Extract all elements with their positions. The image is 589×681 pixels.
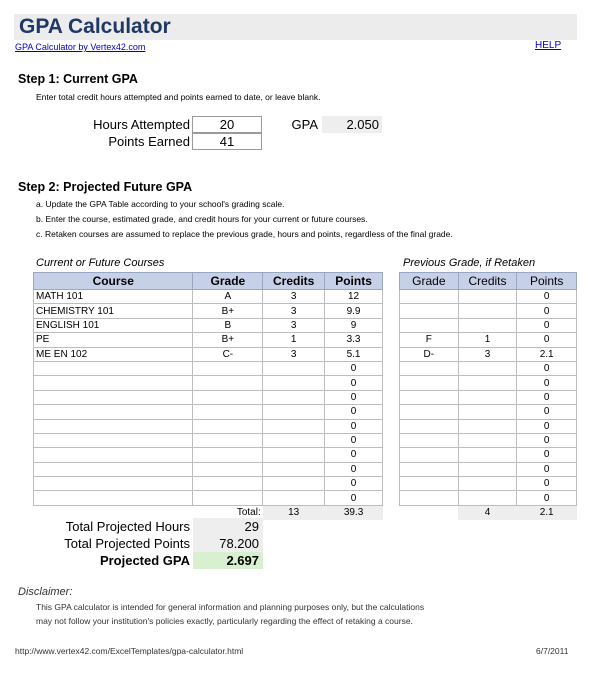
prev-grade-header: Grade [400, 273, 459, 290]
points-cell: 0 [325, 462, 383, 476]
prev-points-cell: 0 [517, 448, 577, 462]
grade-cell[interactable] [193, 491, 263, 505]
table-row [400, 390, 577, 404]
prev-grade-cell[interactable] [400, 290, 459, 304]
projected-points-label: Total Projected Points [64, 536, 190, 551]
table-row [400, 477, 577, 491]
projected-hours-label: Total Projected Hours [65, 519, 190, 534]
projected-gpa-value: 2.697 [193, 552, 263, 569]
prev-grade-cell[interactable] [400, 376, 459, 390]
prev-grade-cell[interactable] [400, 448, 459, 462]
table-row [34, 290, 383, 304]
course-cell[interactable] [34, 448, 193, 462]
table-row [34, 318, 383, 332]
projected-gpa-label: Projected GPA [99, 553, 190, 568]
prev-points-cell: 2.1 [517, 347, 577, 361]
credits-header: Credits [263, 273, 325, 290]
credits-cell[interactable] [263, 448, 325, 462]
table-row [400, 304, 577, 318]
credits-cell[interactable] [263, 491, 325, 505]
table-row [34, 347, 383, 361]
step1-instruction: Enter total credit hours attempted and points earned to date, or leave blank. [36, 92, 321, 102]
course-cell[interactable] [34, 376, 193, 390]
course-cell[interactable] [34, 405, 193, 419]
prev-credits-cell[interactable]: 3 [458, 347, 517, 361]
credits-cell[interactable] [263, 405, 325, 419]
course-cell[interactable] [34, 419, 193, 433]
previous-table [399, 272, 577, 520]
table-row [34, 376, 383, 390]
footer-url: http://www.vertex42.com/ExcelTemplates/gpa-calculator.html [15, 646, 244, 656]
points-cell: 0 [325, 376, 383, 390]
grade-cell[interactable]: B+ [193, 304, 263, 318]
grade-cell[interactable] [193, 477, 263, 491]
total-label: Total: [236, 507, 261, 519]
courses-table [33, 272, 383, 520]
table-row [34, 462, 383, 476]
prev-total-credits: 4 [458, 505, 517, 519]
prev-points-header: Points [517, 273, 577, 290]
step2-heading: Step 2: Projected Future GPA [18, 180, 193, 194]
table-row [34, 477, 383, 491]
grade-cell[interactable] [193, 433, 263, 447]
course-cell[interactable] [34, 477, 193, 491]
credits-cell[interactable] [263, 477, 325, 491]
grade-cell[interactable] [193, 419, 263, 433]
table-row [400, 347, 577, 361]
table-row [34, 304, 383, 318]
step2-instruction-b: b. Enter the course, estimated grade, and credit hours for your current or future courses. [36, 214, 368, 224]
course-cell[interactable]: ME EN 102 [34, 347, 193, 361]
table-row [34, 333, 383, 347]
prev-points-cell: 0 [517, 405, 577, 419]
course-cell[interactable]: MATH 101 [34, 290, 193, 304]
total-credits: 13 [263, 505, 325, 519]
points-header: Points [325, 273, 383, 290]
prev-grade-cell[interactable] [400, 405, 459, 419]
credits-cell[interactable]: 3 [263, 290, 325, 304]
course-cell[interactable]: CHEMISTRY 101 [34, 304, 193, 318]
grade-cell[interactable]: C- [193, 347, 263, 361]
course-cell[interactable]: PE [34, 333, 193, 347]
table-row [34, 419, 383, 433]
prev-points-cell: 0 [517, 333, 577, 347]
credits-cell[interactable] [263, 462, 325, 476]
grade-cell[interactable] [193, 405, 263, 419]
help-link[interactable]: HELP [535, 40, 562, 51]
points-cell: 9 [325, 318, 383, 332]
table-row [400, 361, 577, 375]
grade-header: Grade [193, 273, 263, 290]
prev-grade-cell[interactable] [400, 477, 459, 491]
projected-points-value: 78.200 [193, 535, 263, 552]
table-row [400, 333, 577, 347]
prev-grade-cell[interactable] [400, 491, 459, 505]
course-cell[interactable] [34, 433, 193, 447]
course-header: Course [34, 273, 193, 290]
prev-credits-cell[interactable] [458, 390, 517, 404]
projected-hours-value: 29 [193, 518, 263, 535]
table-row [400, 419, 577, 433]
step2-instruction-c: c. Retaken courses are assumed to replace the previous grade, hours and points, regardless of the final grade. [36, 229, 453, 239]
prev-grade-cell[interactable]: D- [400, 347, 459, 361]
points-cell: 0 [325, 405, 383, 419]
prev-points-cell: 0 [517, 462, 577, 476]
table-row [34, 405, 383, 419]
disclaimer-line2: may not follow your institution's policies exactly, particularly regarding the effect of retaking a course. [36, 616, 413, 626]
prev-points-cell: 0 [517, 491, 577, 505]
grade-cell[interactable] [193, 390, 263, 404]
prev-credits-cell[interactable] [458, 405, 517, 419]
credits-cell[interactable] [263, 433, 325, 447]
prev-grade-cell[interactable] [400, 304, 459, 318]
prev-points-cell: 0 [517, 390, 577, 404]
current-gpa-label: GPA [291, 117, 318, 132]
prev-points-cell: 0 [517, 433, 577, 447]
prev-points-cell: 0 [517, 290, 577, 304]
prev-credits-header: Credits [458, 273, 517, 290]
table-row [34, 361, 383, 375]
step2-instruction-a: a. Update the GPA Table according to your school's grading scale. [36, 199, 285, 209]
prev-points-cell: 0 [517, 419, 577, 433]
table-row [400, 462, 577, 476]
credits-cell[interactable] [263, 376, 325, 390]
table-row [400, 290, 577, 304]
points-cell: 0 [325, 419, 383, 433]
grade-cell[interactable]: B [193, 318, 263, 332]
credits-cell[interactable]: 1 [263, 333, 325, 347]
disclaimer-heading: Disclaimer: [18, 586, 73, 598]
course-cell[interactable] [34, 462, 193, 476]
prev-credits-cell[interactable] [458, 361, 517, 375]
table-row [400, 433, 577, 447]
prev-credits-cell[interactable] [458, 318, 517, 332]
prev-credits-cell[interactable] [458, 304, 517, 318]
table-row [34, 390, 383, 404]
table-row [34, 491, 383, 505]
prev-credits-cell[interactable] [458, 376, 517, 390]
table-row [34, 448, 383, 462]
points-cell: 9.9 [325, 304, 383, 318]
courses-caption: Current or Future Courses [36, 257, 165, 269]
hours-attempted-label: Hours Attempted [93, 117, 190, 132]
current-gpa-value: 2.050 [322, 116, 382, 133]
prev-points-cell: 0 [517, 477, 577, 491]
prev-points-cell: 0 [517, 376, 577, 390]
total-points: 39.3 [325, 505, 383, 519]
hours-attempted-input[interactable]: 20 [192, 116, 262, 133]
points-cell: 3.3 [325, 333, 383, 347]
prev-grade-cell[interactable] [400, 419, 459, 433]
points-cell: 0 [325, 361, 383, 375]
points-earned-label: Points Earned [108, 134, 190, 149]
disclaimer-line1: This GPA calculator is intended for general information and planning purposes only, but the calculations [36, 602, 425, 612]
previous-caption: Previous Grade, if Retaken [403, 257, 536, 269]
credits-cell[interactable] [263, 361, 325, 375]
points-cell: 0 [325, 390, 383, 404]
points-cell: 5.1 [325, 347, 383, 361]
prev-grade-cell[interactable]: F [400, 333, 459, 347]
prev-grade-cell[interactable] [400, 318, 459, 332]
table-row [34, 433, 383, 447]
footer-date: 6/7/2011 [536, 646, 569, 656]
prev-grade-cell[interactable] [400, 462, 459, 476]
credits-cell[interactable]: 3 [263, 304, 325, 318]
prev-points-cell: 0 [517, 361, 577, 375]
prev-total-points: 2.1 [517, 505, 577, 519]
points-cell: 0 [325, 491, 383, 505]
course-cell[interactable] [34, 390, 193, 404]
grade-cell[interactable] [193, 462, 263, 476]
grade-cell[interactable]: B+ [193, 333, 263, 347]
prev-credits-cell[interactable] [458, 462, 517, 476]
course-cell[interactable] [34, 361, 193, 375]
course-cell[interactable]: ENGLISH 101 [34, 318, 193, 332]
credits-cell[interactable] [263, 390, 325, 404]
prev-grade-cell[interactable] [400, 361, 459, 375]
table-row [400, 448, 577, 462]
grade-cell[interactable] [193, 376, 263, 390]
credits-cell[interactable]: 3 [263, 347, 325, 361]
points-cell: 12 [325, 290, 383, 304]
credits-cell[interactable]: 3 [263, 318, 325, 332]
prev-grade-cell[interactable] [400, 433, 459, 447]
table-row [400, 318, 577, 332]
prev-credits-cell[interactable]: 1 [458, 333, 517, 347]
points-cell: 0 [325, 477, 383, 491]
prev-credits-cell[interactable] [458, 290, 517, 304]
prev-credits-cell[interactable] [458, 419, 517, 433]
prev-credits-cell[interactable] [458, 433, 517, 447]
step1-heading: Step 1: Current GPA [18, 72, 138, 86]
prev-grade-cell[interactable] [400, 390, 459, 404]
points-cell: 0 [325, 433, 383, 447]
page-title: GPA Calculator [19, 15, 171, 38]
prev-credits-cell[interactable] [458, 448, 517, 462]
credits-cell[interactable] [263, 419, 325, 433]
table-row [400, 491, 577, 505]
table-row [400, 376, 577, 390]
grade-cell[interactable]: A [193, 290, 263, 304]
prev-points-cell: 0 [517, 318, 577, 332]
grade-cell[interactable] [193, 361, 263, 375]
points-earned-input[interactable]: 41 [192, 133, 262, 150]
points-cell: 0 [325, 448, 383, 462]
vertex42-link[interactable]: GPA Calculator by Vertex42.com [15, 42, 146, 52]
prev-credits-cell[interactable] [458, 477, 517, 491]
prev-credits-cell[interactable] [458, 491, 517, 505]
course-cell[interactable] [34, 491, 193, 505]
prev-points-cell: 0 [517, 304, 577, 318]
grade-cell[interactable] [193, 448, 263, 462]
table-row [400, 405, 577, 419]
